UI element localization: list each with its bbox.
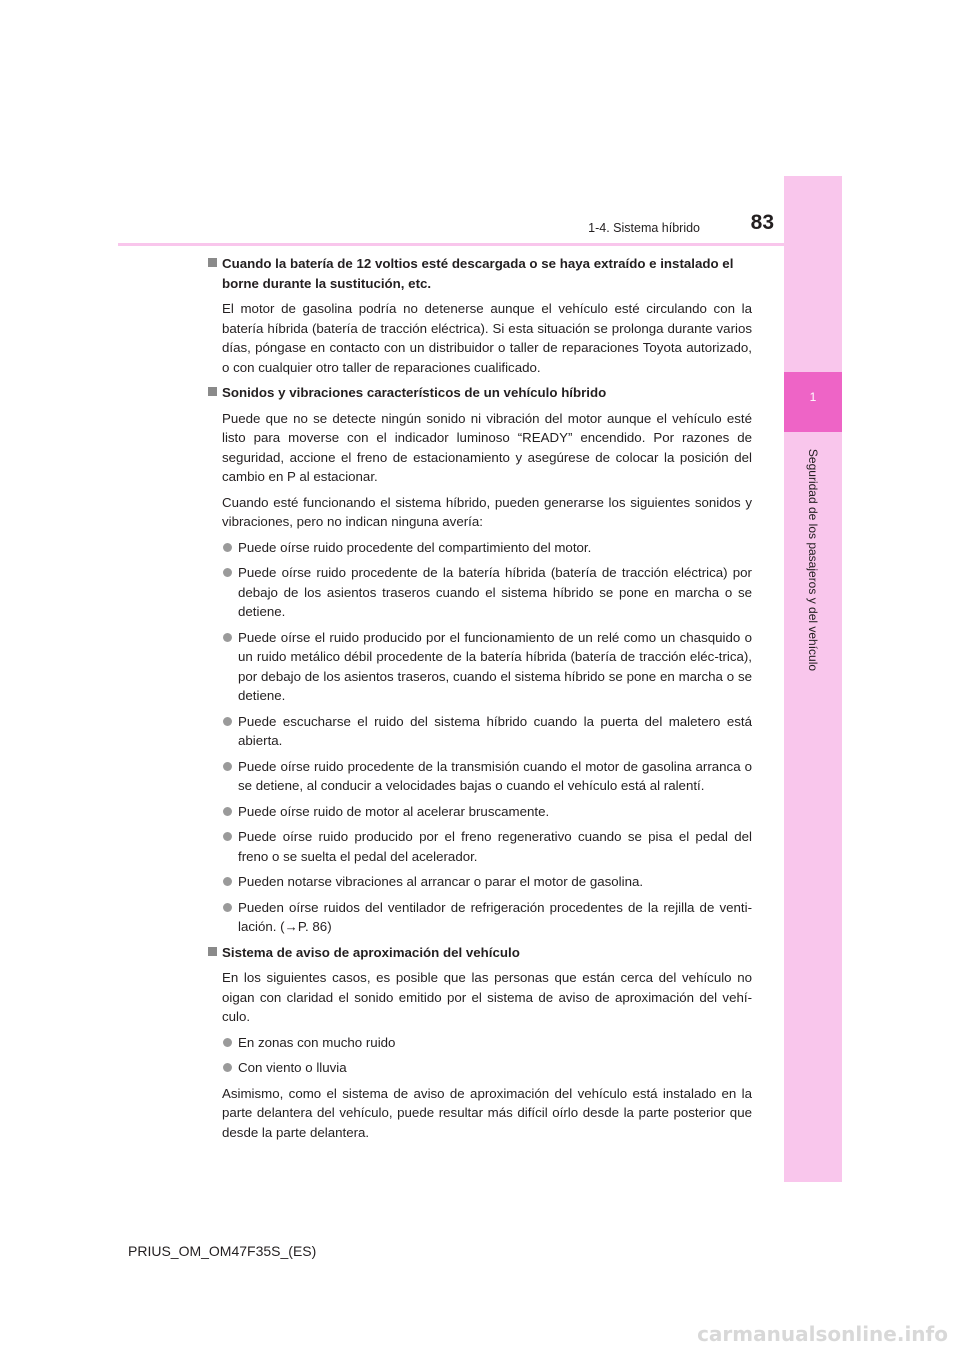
paragraph: Puede que no se detecte ningún sonido ni vibración del motor aunque el vehículo esté listo para moverse con el indicador luminoso “READY” encendido. Por razones de seguridad, accione el freno de estacionamiento y asegúrese de colocar la posición del cambio en P al estacionar. — [222, 410, 752, 484]
chapter-number: 1 — [809, 390, 817, 404]
page-content — [208, 254, 752, 1148]
header-rule — [118, 243, 842, 246]
section-heading: Sistema de aviso de aproximación del vehículo — [222, 944, 520, 960]
list-item: Con viento o lluvia — [222, 1058, 752, 1078]
chapter-side-tab — [784, 176, 842, 1182]
section-square-bullet-icon — [208, 387, 217, 396]
round-bullet-icon — [223, 903, 232, 912]
list-item: Puede oírse el ruido producido por el funcionamiento de un relé como un chasquido o un ruido metálico débil procedente de la batería híbrida (batería de tracción eléc-trica), por debajo de los asientos traseros, cuando el sistema híbrido se pone en marcha o se detiene. — [222, 628, 752, 706]
document-id: PRIUS_OM_OM47F35S_(ES) — [128, 1243, 317, 1259]
paragraph: En los siguientes casos, es posible que las personas que están cerca del vehículo no oigan con claridad el sonido emitido por el sistema de aviso de aproximación del vehí-culo. — [222, 970, 752, 1024]
section-battery-disconnect — [208, 254, 752, 377]
list-item: Puede escucharse el ruido del sistema híbrido cuando la puerta del maletero está abierta. — [222, 712, 752, 751]
list-item: Puede oírse ruido producido por el freno regenerativo cuando se pisa el pedal del freno o se suelta el pedal del acelerador. — [222, 827, 752, 866]
section-sounds-vibrations — [208, 383, 752, 937]
section-title: 1-4. Sistema híbrido — [588, 221, 700, 235]
round-bullet-icon — [223, 762, 232, 771]
round-bullet-icon — [223, 1038, 232, 1047]
list-item: En zonas con mucho ruido — [222, 1033, 752, 1053]
watermark: carmanualsonline.info — [697, 1322, 948, 1346]
list-item: Puede oírse ruido procedente de la batería híbrida (batería de tracción eléctrica) por debajo de los asientos traseros cuando el sistema híbrido se pone en marcha o se detiene. — [222, 563, 752, 622]
section-heading: Sonidos y vibraciones característicos de un vehículo híbrido — [222, 385, 607, 400]
list-item: Puede oírse ruido procedente de la transmisión cuando el motor de gasolina arranca o se detiene, al conducir a velocidades bajas o cuando el vehículo está al ralentí. — [222, 757, 752, 796]
round-bullet-icon — [223, 807, 232, 816]
list-item: Puede oírse ruido procedente del compartimiento del motor. — [222, 538, 752, 558]
round-bullet-icon — [223, 568, 232, 577]
round-bullet-icon — [223, 1063, 232, 1072]
list-item-page-reference[interactable]: Pueden oírse ruidos del ventilador de refrigeración procedentes de la rejilla de venti-lación. (→P. 86) — [222, 898, 752, 937]
round-bullet-icon — [223, 877, 232, 886]
list-item: Puede oírse ruido de motor al acelerar bruscamente. — [222, 802, 752, 822]
list-item: Pueden notarse vibraciones al arrancar o parar el motor de gasolina. — [222, 872, 752, 892]
page-number: 83 — [750, 211, 774, 234]
section-approach-warning — [208, 943, 752, 1143]
round-bullet-icon — [223, 543, 232, 552]
chapter-title: Seguridad de los pasajeros y del vehículo — [806, 448, 820, 672]
round-bullet-icon — [223, 633, 232, 642]
paragraph: El motor de gasolina podría no detenerse aunque el vehículo esté circulando con la batería híbrida (batería de tracción eléctrica). Si esta situación se prolonga durante varios días, póngase en contacto con un distribuidor o taller de reparaciones Toyota autorizado, o con cualquier otro taller de reparaciones cualificado. — [222, 301, 752, 375]
round-bullet-icon — [223, 717, 232, 726]
chapter-number-tab[interactable] — [784, 372, 842, 432]
section-square-bullet-icon — [208, 947, 217, 956]
section-square-bullet-icon — [208, 258, 217, 267]
round-bullet-icon — [223, 832, 232, 841]
section-heading: Cuando la batería de 12 voltios esté descargada o se haya extraído e instalado el borne durante la sustitución, etc. — [222, 256, 734, 291]
paragraph: Asimismo, como el sistema de aviso de aproximación del vehículo está instalado en la parte delantera del vehículo, puede resultar más difícil oírlo desde la parte posterior que desde la parte delantera. — [222, 1085, 752, 1140]
paragraph: Cuando esté funcionando el sistema híbrido, pueden generarse los siguientes sonidos y vibraciones, pero no indican ninguna avería: — [222, 494, 752, 529]
